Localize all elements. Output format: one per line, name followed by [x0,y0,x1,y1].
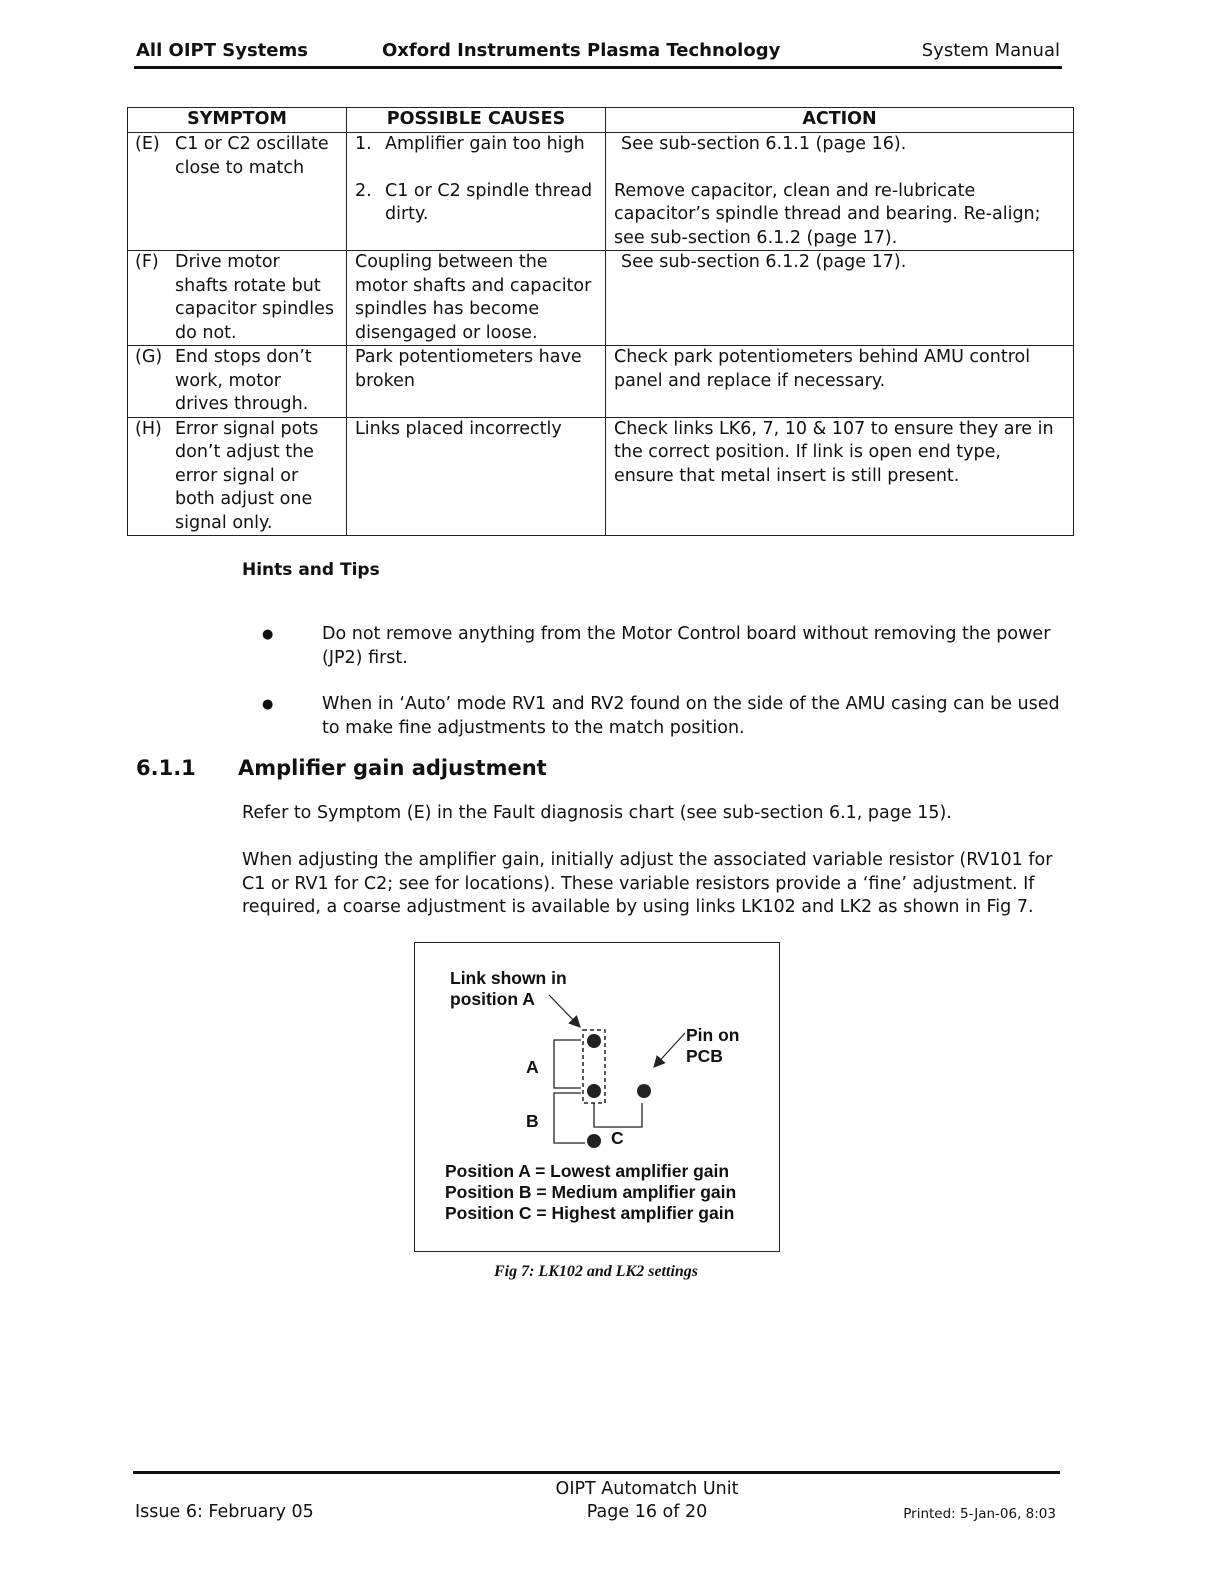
header-system: All OIPT Systems [136,40,308,61]
causes-cell: Park potentiometers have broken [347,346,606,418]
symptom-letter: (G) [135,347,163,367]
cause-number: 2. [355,180,372,201]
hint-text: Do not remove anything from the Motor Control board without removing the power (JP2) first. [322,624,1051,668]
hint-text: When in ‘Auto’ mode RV1 and RV2 found on the side of the AMU casing can be used to make fine adjustments to the match position. [322,694,1060,738]
pin-label-line2: PCB [686,1046,723,1066]
symptom-cell [128,417,347,536]
symptom-text: Error signal pots don’t adjust the error signal or both adjust one signal only. [175,418,319,533]
section-title: Amplifier gain adjustment [238,756,547,780]
symptom-cell [128,133,347,251]
fault-diagnosis-table [127,107,1074,536]
action-cell: Check links LK6, 7, 10 & 107 to ensure they are in the correct position. If link is open end type, ensure that metal insert is still present. [606,417,1074,536]
label-position-b: B [526,1111,539,1131]
symptom-text: C1 or C2 oscillate close to match [175,134,329,178]
action-text: Remove capacitor, clean and re-lubricate capacitor’s spindle thread and bearing. Re-align; see sub-section 6.1.2 (page 17). [614,180,1041,248]
table-header-row [128,108,1074,133]
action-text: See sub-section 6.1.1 (page 16). [621,134,907,154]
symptom-text: End stops don’t work, motor drives through. [175,347,312,414]
action-cell [606,251,1074,346]
header-manual: System Manual [921,40,1060,61]
link-label-line1: Link shown in [450,968,567,988]
action-text: See sub-section 6.1.2 (page 17). [621,252,907,272]
causes-cell [347,133,606,251]
section-number: 6.1.1 [136,756,196,780]
paragraph: Refer to Symptom (E) in the Fault diagnosis chart (see sub-section 6.1, page 15). [242,803,952,823]
figure-caption: Fig 7: LK102 and LK2 settings [493,1263,699,1280]
footer-divider [133,1471,1060,1474]
bullet-icon: ● [262,697,274,712]
table-row [128,251,1074,346]
cause-text: Amplifier gain too high [385,134,585,154]
link-label-line2: position A [450,989,535,1009]
table-row [128,346,1074,418]
label-position-a: A [526,1057,539,1077]
pin-label-line1: Pin on [686,1025,740,1045]
footer-page-number: Page 16 of 20 [586,1502,708,1522]
footer-printed-date: Printed: 5-Jan-06, 8:03 [903,1506,1056,1522]
column-header-causes: POSSIBLE CAUSES [347,108,606,133]
symptom-letter: (H) [135,418,162,439]
causes-cell: Links placed incorrectly [347,417,606,536]
symptom-cell [128,346,347,418]
column-header-symptom: SYMPTOM [128,108,347,133]
figure-lk102-lk2 [414,942,780,1252]
footer-issue: Issue 6: February 05 [135,1502,314,1522]
action-cell [606,133,1074,251]
symptom-letter: (E) [135,134,160,154]
causes-cell: Coupling between the motor shafts and capacitor spindles has become disengaged or loose. [347,251,606,346]
legend-position-c: Position C = Highest amplifier gain [445,1203,735,1223]
cause-text: C1 or C2 spindle thread dirty. [385,180,593,224]
symptom-cell [128,251,347,346]
bullet-icon: ● [262,627,274,642]
table-row [128,133,1074,251]
action-cell: Check park potentiometers behind AMU control panel and replace if necessary. [606,346,1074,418]
header-company: Oxford Instruments Plasma Technology [382,40,781,61]
footer-title: OIPT Automatch Unit [555,1479,739,1499]
cause-number: 1. [355,134,372,154]
table-row [128,417,1074,536]
label-position-c: C [611,1128,624,1148]
legend-position-a: Position A = Lowest amplifier gain [445,1161,730,1181]
symptom-letter: (F) [135,252,159,272]
paragraph: When adjusting the amplifier gain, initially adjust the associated variable resistor (RV101 for C1 or RV1 for C2; see for locations). These variable resistors provide a ‘fine’ adjustment. If required, a coarse adjustment is available by using links LK102 and LK2 as shown in Fig 7. [242,850,1053,917]
column-header-action: ACTION [606,108,1074,133]
page-header [134,40,1062,69]
legend-position-b: Position B = Medium amplifier gain [445,1182,737,1202]
hints-heading: Hints and Tips [242,560,380,580]
symptom-text: Drive motor shafts rotate but capacitor spindles do not. [175,252,335,343]
